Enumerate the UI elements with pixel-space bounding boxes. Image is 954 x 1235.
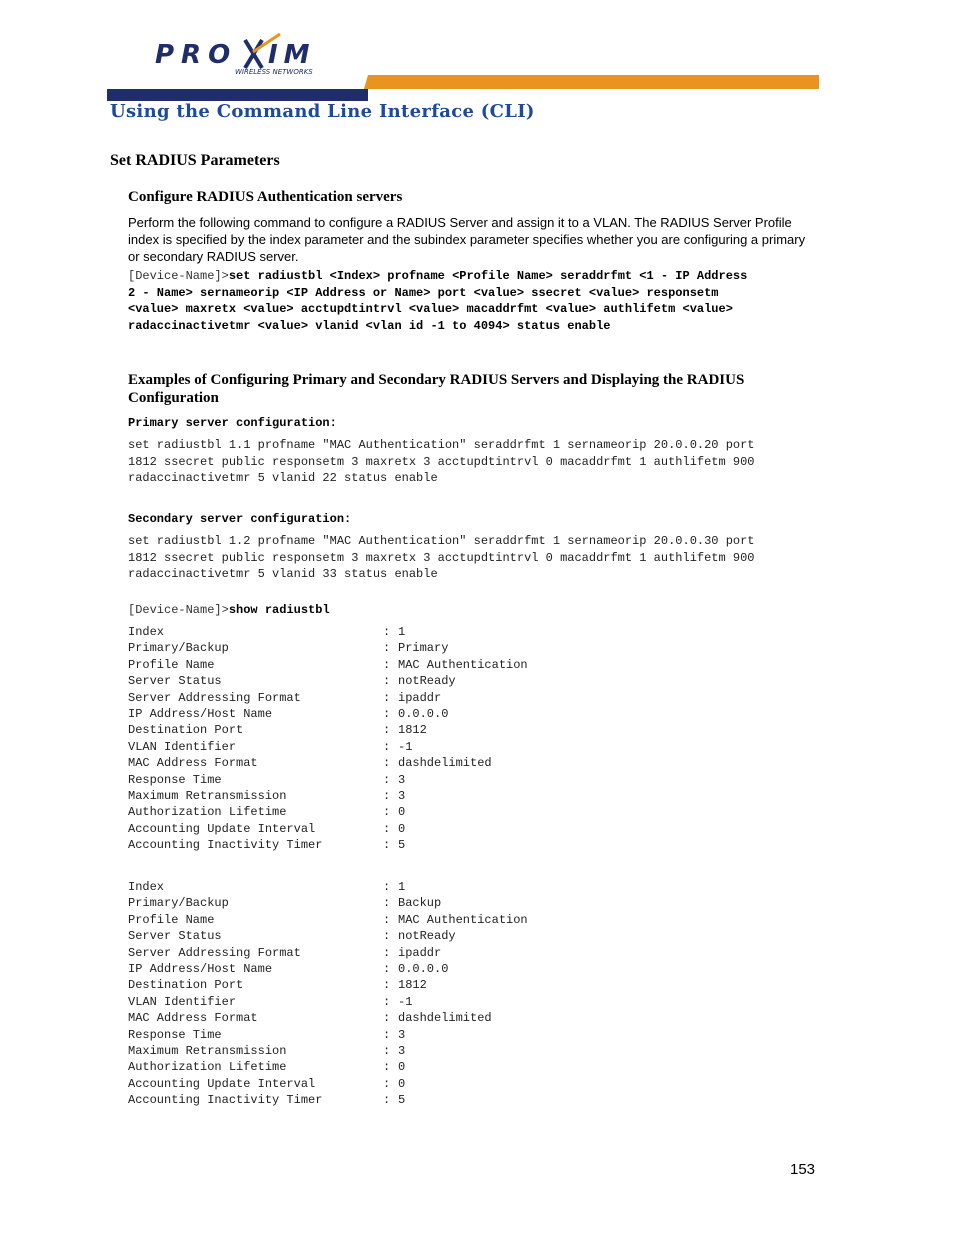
- row-separator: :: [383, 657, 391, 672]
- row-key: Maximum Retransmission: [128, 788, 287, 803]
- row-key: MAC Address Format: [128, 756, 258, 771]
- row-value: 3: [398, 1043, 406, 1058]
- row-separator: :: [383, 1093, 391, 1108]
- row-separator: :: [383, 838, 391, 853]
- svg-text:WIRELESS NETWORKS: WIRELESS NETWORKS: [235, 68, 313, 76]
- row-key: MAC Address Format: [128, 1011, 258, 1026]
- header-orange-bar: [368, 75, 819, 89]
- row-value: ipaddr: [398, 690, 442, 705]
- examples-title: Examples of Configuring Primary and Secondary RADIUS Servers and Displaying the RADIUS Configuration: [128, 372, 745, 406]
- row-value: Primary: [398, 641, 449, 656]
- row-separator: :: [383, 674, 391, 689]
- row-key: Server Addressing Format: [128, 690, 301, 705]
- row-key: Authorization Lifetime: [128, 1060, 287, 1075]
- row-key: Authorization Lifetime: [128, 805, 287, 820]
- row-separator: :: [383, 896, 391, 911]
- row-key: Accounting Update Interval: [128, 821, 316, 836]
- row-key: Primary/Backup: [128, 641, 229, 656]
- row-separator: :: [383, 961, 391, 976]
- row-value: 5: [398, 838, 406, 853]
- row-key: Accounting Inactivity Timer: [128, 838, 323, 853]
- row-key: Response Time: [128, 1027, 222, 1042]
- cli-command: show radiustbl: [228, 603, 330, 617]
- row-separator: :: [383, 625, 391, 639]
- intro-paragraph: Perform the following command to configure a RADIUS Server and assign it to a VLAN. The RADIUS Server Profile index is specified by the index parameter and the subindex parameter specifies whether you are configuring a primary or secondary RADIUS server.: [128, 215, 806, 264]
- row-key: Profile Name: [128, 912, 215, 927]
- secondary-command: set radiustbl 1.2 profname "MAC Authentication" seraddrfmt 1 sernameorip 20.0.0.30 port 1812 ssecret public responsetm 3 maxretx 3 acctupdtintrvl 0 macaddrfmt 1 authlifetm 900 radaccinactivetmr 5 vlanid 33 status enable: [128, 534, 755, 581]
- row-value: 3: [398, 1027, 406, 1042]
- subsection-title: Configure RADIUS Authentication servers: [128, 189, 403, 205]
- primary-label: Primary server configuration:: [128, 416, 337, 430]
- row-separator: :: [383, 641, 391, 656]
- show-command: [128, 602, 828, 619]
- row-key: Server Status: [128, 929, 222, 944]
- row-separator: :: [383, 945, 391, 960]
- row-value: 1812: [398, 723, 427, 738]
- row-key: Accounting Update Interval: [128, 1076, 316, 1091]
- cli-prompt: [Device-Name]>: [128, 603, 229, 617]
- section-title: Set RADIUS Parameters: [110, 152, 280, 169]
- row-key: Profile Name: [128, 657, 215, 672]
- row-key: Index: [128, 625, 165, 639]
- row-value: MAC Authentication: [398, 912, 528, 927]
- row-separator: :: [383, 1060, 391, 1075]
- row-value: Backup: [398, 896, 442, 911]
- row-key: Server Addressing Format: [128, 945, 301, 960]
- cli-prompt: [Device-Name]>: [128, 269, 229, 283]
- row-separator: :: [383, 723, 391, 738]
- row-value: notReady: [398, 929, 456, 944]
- row-separator: :: [383, 821, 391, 836]
- primary-command: set radiustbl 1.1 profname "MAC Authentication" seraddrfmt 1 sernameorip 20.0.0.20 port 1812 ssecret public responsetm 3 maxretx 3 acctupdtintrvl 0 macaddrfmt 1 authlifetm 900 radaccinactivetmr 5 vlanid 22 status enable: [128, 438, 755, 485]
- header-bar-joint: [358, 75, 378, 101]
- row-key: IP Address/Host Name: [128, 706, 273, 721]
- row-value: -1: [398, 739, 413, 754]
- row-separator: :: [383, 1076, 391, 1091]
- svg-text:IM: IM: [268, 40, 316, 70]
- row-value: -1: [398, 994, 413, 1009]
- row-value: notReady: [398, 674, 456, 689]
- row-value: 1: [398, 880, 406, 894]
- row-key: VLAN Identifier: [128, 994, 237, 1009]
- row-value: 0.0.0.0: [398, 961, 449, 976]
- cli-command: set radiustbl <Index> profname <Profile Name> seraddrfmt <1 - IP Address 2 - Name> sernameorip <IP Address or Name> port <value> ssecret <value> responsetm <value> maxretx <value> acctupdtintrvl <value> macaddrfmt <value> authlifetm <value> radaccinactivetmr <value> vlanid <vlan id -1 to 4094> status enable: [128, 269, 748, 333]
- row-separator: :: [383, 1011, 391, 1026]
- row-separator: :: [383, 706, 391, 721]
- row-value: 5: [398, 1093, 406, 1108]
- row-separator: :: [383, 756, 391, 771]
- proxim-logo: [150, 30, 340, 78]
- row-key: Maximum Retransmission: [128, 1043, 287, 1058]
- row-value: 1812: [398, 978, 427, 993]
- row-key: Index: [128, 880, 165, 894]
- row-separator: :: [383, 978, 391, 993]
- row-separator: :: [383, 739, 391, 754]
- page-number: 153: [790, 1161, 816, 1178]
- svg-text:PRO: PRO: [155, 40, 238, 70]
- row-value: ipaddr: [398, 945, 442, 960]
- row-separator: :: [383, 994, 391, 1009]
- row-value: 3: [398, 788, 406, 803]
- row-value: 0: [398, 1076, 406, 1091]
- row-value: 0: [398, 821, 406, 836]
- row-separator: :: [383, 690, 391, 705]
- row-key: Accounting Inactivity Timer: [128, 1093, 323, 1108]
- row-value: 1: [398, 625, 406, 639]
- row-value: 0: [398, 805, 406, 820]
- row-value: dashdelimited: [398, 756, 492, 771]
- chapter-title: Using the Command Line Interface (CLI): [110, 101, 535, 122]
- row-separator: :: [383, 1043, 391, 1058]
- row-separator: :: [383, 1027, 391, 1042]
- row-value: dashdelimited: [398, 1011, 492, 1026]
- header-navy-bar: [107, 89, 368, 101]
- row-separator: :: [383, 772, 391, 787]
- row-separator: :: [383, 788, 391, 803]
- row-key: Primary/Backup: [128, 896, 229, 911]
- row-key: VLAN Identifier: [128, 739, 237, 754]
- row-separator: :: [383, 929, 391, 944]
- row-separator: :: [383, 880, 391, 894]
- row-value: 0: [398, 1060, 406, 1075]
- secondary-label: Secondary server configuration:: [128, 512, 352, 526]
- row-key: Server Status: [128, 674, 222, 689]
- row-key: Destination Port: [128, 978, 244, 993]
- command-syntax: [128, 268, 828, 334]
- row-key: Destination Port: [128, 723, 244, 738]
- row-separator: :: [383, 805, 391, 820]
- row-key: Response Time: [128, 772, 222, 787]
- row-key: IP Address/Host Name: [128, 961, 273, 976]
- row-value: 0.0.0.0: [398, 706, 449, 721]
- row-value: MAC Authentication: [398, 657, 528, 672]
- row-value: 3: [398, 772, 406, 787]
- row-separator: :: [383, 912, 391, 927]
